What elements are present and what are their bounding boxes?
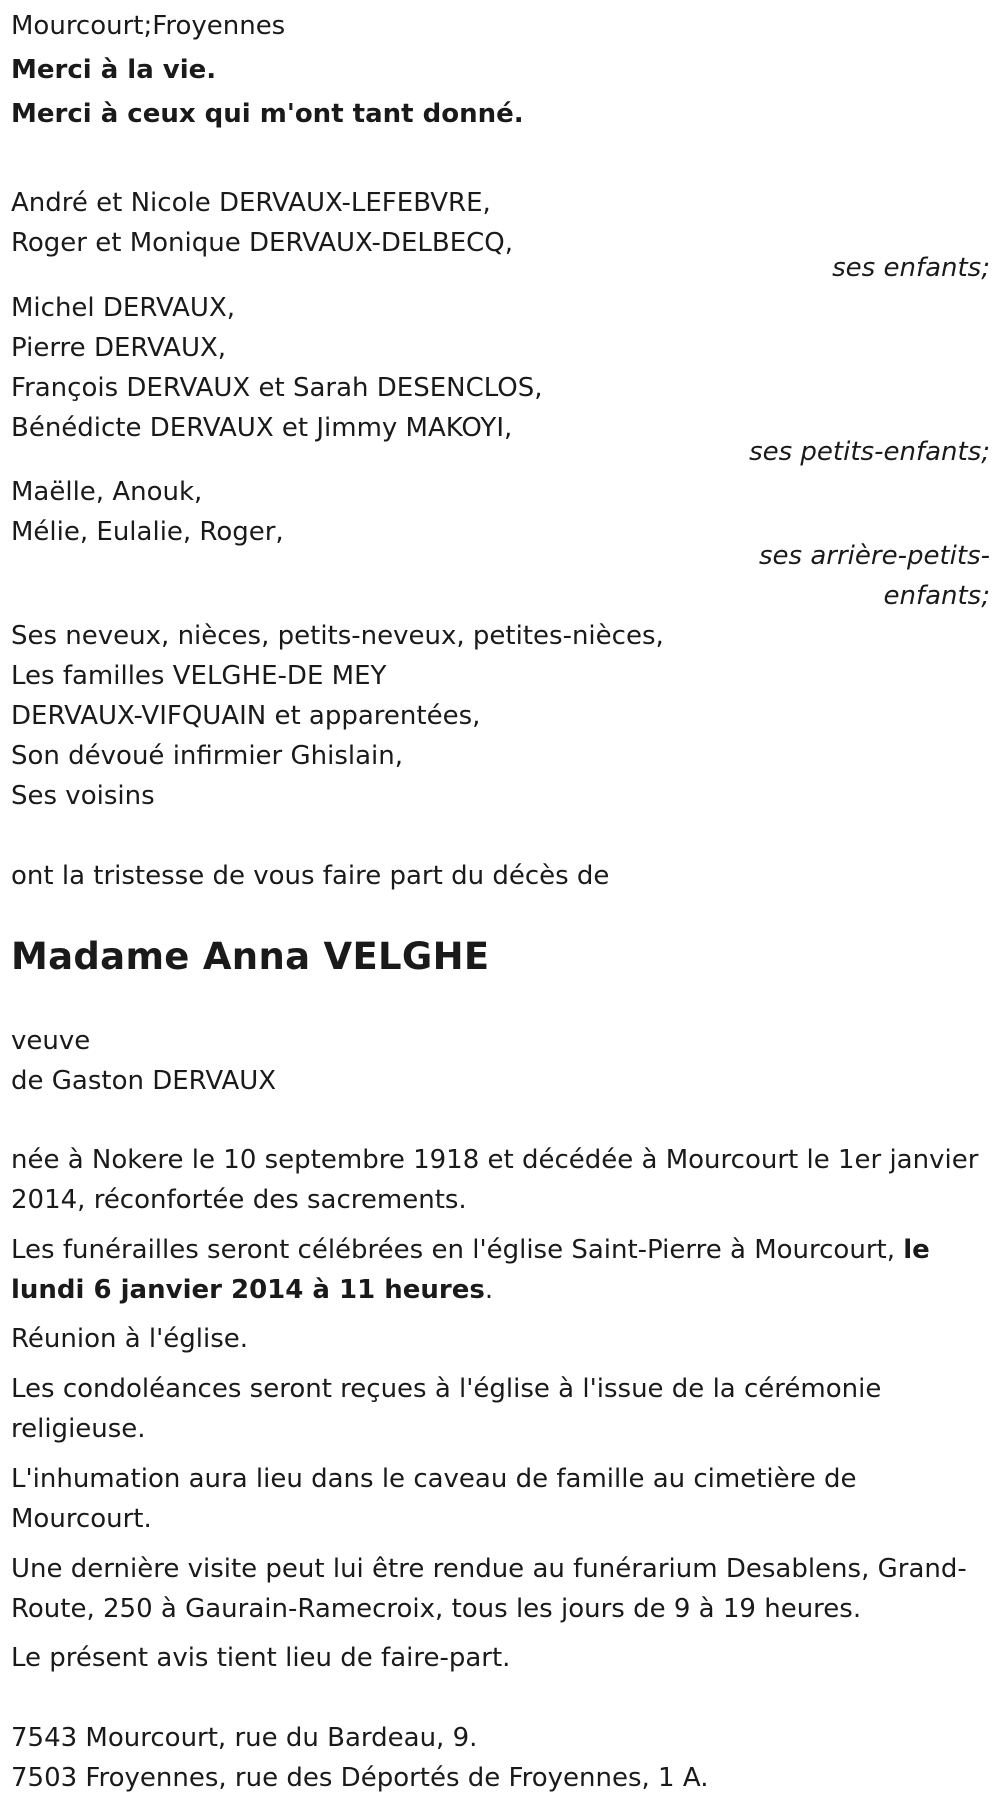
great-grandchildren-relation	[690, 536, 990, 616]
great-grandchild-name: Maëlle, Anouk,	[11, 477, 203, 507]
spouse-name: de Gaston DERVAUX	[11, 1066, 277, 1096]
header	[11, 6, 991, 46]
condolences-paragraph: Les condoléances seront reçues à l'église à l'issue de la cérémonie religieuse.	[11, 1374, 882, 1444]
meeting-paragraph: Réunion à l'église.	[11, 1324, 249, 1354]
birth-death-paragraph: née à Nokere le 10 septembre 1918 et décédée à Mourcourt le 1er janvier 2014, réconfortée des sacrements.	[11, 1145, 979, 1215]
child-name: André et Nicole DERVAUX-LEFEBVRE,	[11, 188, 491, 218]
family-block	[11, 616, 991, 816]
family-line: Ses neveux, nièces, petits-neveux, petites-nièces,	[11, 621, 664, 651]
child-name: Roger et Monique DERVAUX-DELBECQ,	[11, 228, 514, 258]
funeral-paragraph	[11, 1230, 991, 1310]
spouse-block	[11, 1021, 991, 1101]
address-line: 7503 Froyennes, rue des Déportés de Froyennes, 1 A.	[11, 1763, 709, 1793]
great-grandchildren-relation-line-1: ses arrière-petits-	[759, 541, 990, 571]
quote-line-2: Merci à ceux qui m'ont tant donné.	[11, 99, 524, 129]
widow-status: veuve	[11, 1026, 91, 1056]
burial-paragraph: L'inhumation aura lieu dans le caveau de famille au cimetière de Mourcourt.	[11, 1464, 857, 1534]
quote-line-1: Merci à la vie.	[11, 55, 217, 85]
announcement-text: ont la tristesse de vous faire part du décès de	[11, 861, 610, 891]
great-grandchildren-relation-line-2: enfants;	[883, 581, 990, 611]
announcement	[11, 856, 991, 896]
funeral-suffix: .	[484, 1275, 494, 1305]
visit-paragraph: Une dernière visite peut lui être rendue au funérarium Desablens, Grand-Route, 250 à Gaurain-Ramecroix, tous les jours de 9 à 19 heures.	[11, 1554, 967, 1624]
family-line: Ses voisins	[11, 781, 155, 811]
quote-block	[11, 48, 991, 136]
notice-paragraph: Le présent avis tient lieu de faire-part.	[11, 1643, 511, 1673]
grandchild-name: Pierre DERVAUX,	[11, 333, 227, 363]
deceased-name: Madame Anna VELGHE	[11, 935, 490, 978]
family-line: DERVAUX-VIFQUAIN et apparentées,	[11, 701, 481, 731]
grandchild-name: Michel DERVAUX,	[11, 293, 236, 323]
great-grandchild-name: Mélie, Eulalie, Roger,	[11, 517, 284, 547]
grandchildren-relation: ses petits-enfants;	[749, 437, 990, 467]
funeral-text: Les funérailles seront célébrées en l'église Saint-Pierre à Mourcourt,	[11, 1235, 904, 1265]
grandchildren-block	[11, 288, 991, 448]
family-line: Son dévoué infirmier Ghislain,	[11, 741, 404, 771]
location-line: Mourcourt;Froyennes	[11, 11, 286, 41]
funeral-date: le lundi 6 janvier 2014 à 11 heures	[11, 1235, 930, 1305]
family-line: Les familles VELGHE-DE MEY	[11, 661, 387, 691]
children-relation: ses enfants;	[832, 253, 990, 283]
grandchild-name: Bénédicte DERVAUX et Jimmy MAKOYI,	[11, 413, 513, 443]
address-line: 7543 Mourcourt, rue du Bardeau, 9.	[11, 1723, 478, 1753]
addresses-block	[11, 1718, 991, 1798]
grandchild-name: François DERVAUX et Sarah DESENCLOS,	[11, 373, 543, 403]
